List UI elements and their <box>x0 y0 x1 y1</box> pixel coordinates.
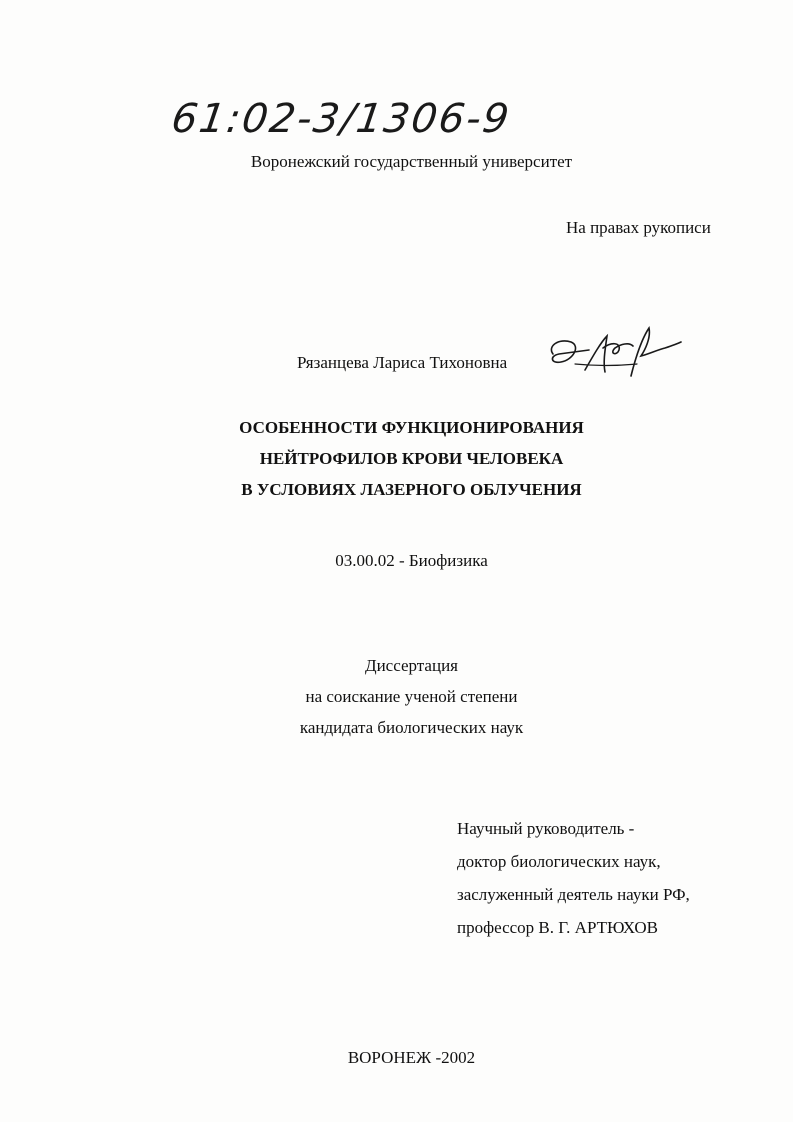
handwritten-archive-code: 61:02-3/1306-9 <box>168 96 514 142</box>
degree-line: на соискание ученой степени <box>305 687 518 706</box>
degree-line: Диссертация <box>364 656 458 675</box>
specialty-code: 03.00.02 - Биофизика <box>335 551 488 570</box>
degree-statement <box>0 650 793 743</box>
author-name: Рязанцева Лариса Тихоновна <box>297 353 508 372</box>
title-line: ОСОБЕННОСТИ ФУНКЦИОНИРОВАНИЯ <box>239 418 584 437</box>
dissertation-title <box>0 412 793 505</box>
title-line: В УСЛОВИЯХ ЛАЗЕРНОГО ОБЛУЧЕНИЯ <box>241 480 582 499</box>
degree-line: кандидата биологических наук <box>299 718 524 737</box>
manuscript-rights-note: На правах рукописи <box>566 218 711 237</box>
university-name: Воронежский государственный университет <box>250 152 573 171</box>
supervisor-line: заслуженный деятель науки РФ, <box>457 885 690 904</box>
supervisor-line: доктор биологических наук, <box>457 852 661 871</box>
supervisor-line: Научный руководитель - <box>457 819 635 838</box>
title-line: НЕЙТРОФИЛОВ КРОВИ ЧЕЛОВЕКА <box>259 449 564 468</box>
author-signature <box>545 320 685 380</box>
city-year: ВОРОНЕЖ -2002 <box>347 1048 476 1067</box>
supervisor-info <box>457 812 690 944</box>
supervisor-line: профессор В. Г. АРТЮХОВ <box>457 918 658 937</box>
